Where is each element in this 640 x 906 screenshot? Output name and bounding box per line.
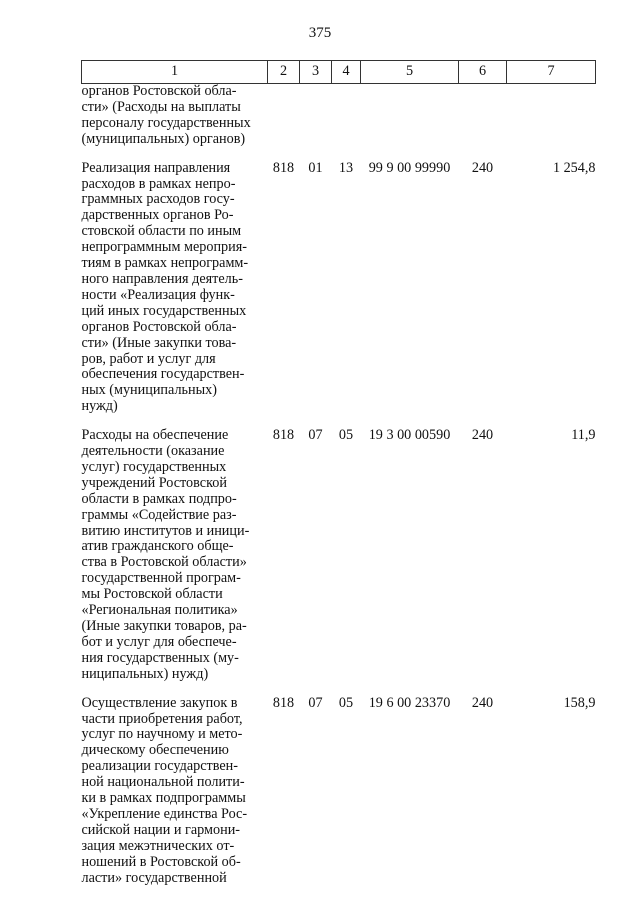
amount: 1 254,8 xyxy=(552,159,596,176)
column-header: 7 xyxy=(507,61,596,84)
column-number-row xyxy=(82,61,596,84)
name-line: Осуществление закупок в xyxy=(81,694,238,711)
subsection-code: 05 xyxy=(338,694,354,711)
name-line: «Региональная политика» xyxy=(81,602,238,619)
ministry-code xyxy=(268,84,300,148)
column-header: 3 xyxy=(300,61,332,84)
name-line: атив гражданского обще- xyxy=(81,538,234,555)
name-line: ной национальной полити- xyxy=(81,774,245,791)
name-line: ций иных государственных xyxy=(81,302,247,319)
name-line: части приобретения работ, xyxy=(81,710,243,727)
ministry-code: 818 xyxy=(272,694,295,711)
amount xyxy=(507,84,596,148)
target-article: 19 3 00 00590 xyxy=(368,427,451,444)
name-line: Расходы на обеспечение xyxy=(81,427,229,444)
name-line: граммы «Содействие раз- xyxy=(81,506,237,523)
expense-type: 240 xyxy=(471,159,494,176)
name-line: витию институтов и иници- xyxy=(81,522,250,539)
name-line: учреждений Ростовской xyxy=(81,474,227,491)
target-article: 19 6 00 23370 xyxy=(368,694,451,711)
name-line: ности «Реализация функ- xyxy=(81,286,235,303)
name-line: реализации государствен- xyxy=(81,758,238,775)
name-line: деятельности (оказание xyxy=(81,443,225,460)
name-line: ниципальных) нужд) xyxy=(81,665,209,682)
name-line: дическому обеспечению xyxy=(81,742,229,759)
name-line: Реализация направления xyxy=(81,159,231,176)
name-line: сти» (Иные закупки това- xyxy=(81,334,237,351)
ministry-code: 818 xyxy=(272,427,295,444)
name-line: ношений в Ростовской об- xyxy=(81,853,241,870)
name-line: услуг по научному и мето- xyxy=(81,726,243,743)
name-line: граммных расходов госу- xyxy=(81,191,235,208)
table-row xyxy=(82,84,596,148)
section-code: 07 xyxy=(308,427,323,444)
name-line: ки в рамках подпрограммы xyxy=(81,790,246,807)
name-line: стовской области по иным xyxy=(81,223,242,240)
ministry-code: 818 xyxy=(272,159,295,176)
page-number: 375 xyxy=(308,25,332,41)
name-line: непрограммным мероприя- xyxy=(81,239,247,256)
expense-type: 240 xyxy=(471,694,494,711)
name-line: персоналу государственных xyxy=(81,114,251,131)
subsection-code xyxy=(332,84,361,148)
section-code xyxy=(300,84,332,148)
name-line: ния государственных (му- xyxy=(81,649,239,666)
name-line: бот и услуг для обеспече- xyxy=(81,633,237,650)
name-line: области в рамках подпро- xyxy=(81,490,237,507)
expense-type xyxy=(459,84,507,148)
name-line: зация межэтнических от- xyxy=(81,837,235,854)
name-line: ного направления деятель- xyxy=(81,270,243,287)
column-header: 4 xyxy=(332,61,361,84)
target-article: 99 9 00 99990 xyxy=(368,159,451,176)
amount: 158,9 xyxy=(563,694,596,711)
target-article xyxy=(361,84,459,148)
column-header: 2 xyxy=(268,61,300,84)
name-line: органов Ростовской обла- xyxy=(81,318,237,335)
expense-name xyxy=(82,161,268,416)
name-line: дарственных органов Ро- xyxy=(81,207,234,224)
expense-name xyxy=(82,84,268,148)
name-line: ров, работ и услуг для xyxy=(81,350,216,367)
column-header: 5 xyxy=(361,61,459,84)
section-code: 07 xyxy=(308,694,323,711)
name-line: (Иные закупки товаров, ра- xyxy=(81,618,247,634)
name-line: сийской нации и гармони- xyxy=(81,821,241,838)
name-line: сти» (Расходы на выплаты xyxy=(81,98,241,115)
table-row xyxy=(82,161,596,416)
name-line: ных (муниципальных) xyxy=(81,382,217,399)
name-line: нужд) xyxy=(81,398,118,415)
section-code: 01 xyxy=(308,159,323,176)
subsection-code: 05 xyxy=(338,427,354,444)
amount: 11,9 xyxy=(571,427,596,444)
name-line: ства в Ростовской области» xyxy=(81,554,247,571)
name-line: тиям в рамках непрограмм- xyxy=(81,255,249,272)
column-header: 1 xyxy=(82,61,268,84)
name-line: государственной програм- xyxy=(81,570,241,587)
name-line: мы Ростовской области xyxy=(81,586,223,603)
subsection-code: 13 xyxy=(338,159,354,176)
name-line: (муниципальных) органов) xyxy=(81,130,246,147)
name-line: расходов в рамках непро- xyxy=(81,175,236,192)
table-row xyxy=(82,696,596,887)
name-line: «Укрепление единства Рос- xyxy=(81,805,248,822)
name-line: органов Ростовской обла- xyxy=(81,83,237,99)
column-header: 6 xyxy=(459,61,507,84)
expense-name xyxy=(82,428,268,683)
name-line: услуг) государственных xyxy=(81,458,227,475)
budget-table xyxy=(81,60,596,887)
table-row xyxy=(82,428,596,683)
expense-type: 240 xyxy=(471,427,494,444)
expense-name xyxy=(82,696,268,887)
name-line: обеспечения государствен- xyxy=(81,366,245,383)
name-line: ласти» государственной xyxy=(81,869,227,886)
